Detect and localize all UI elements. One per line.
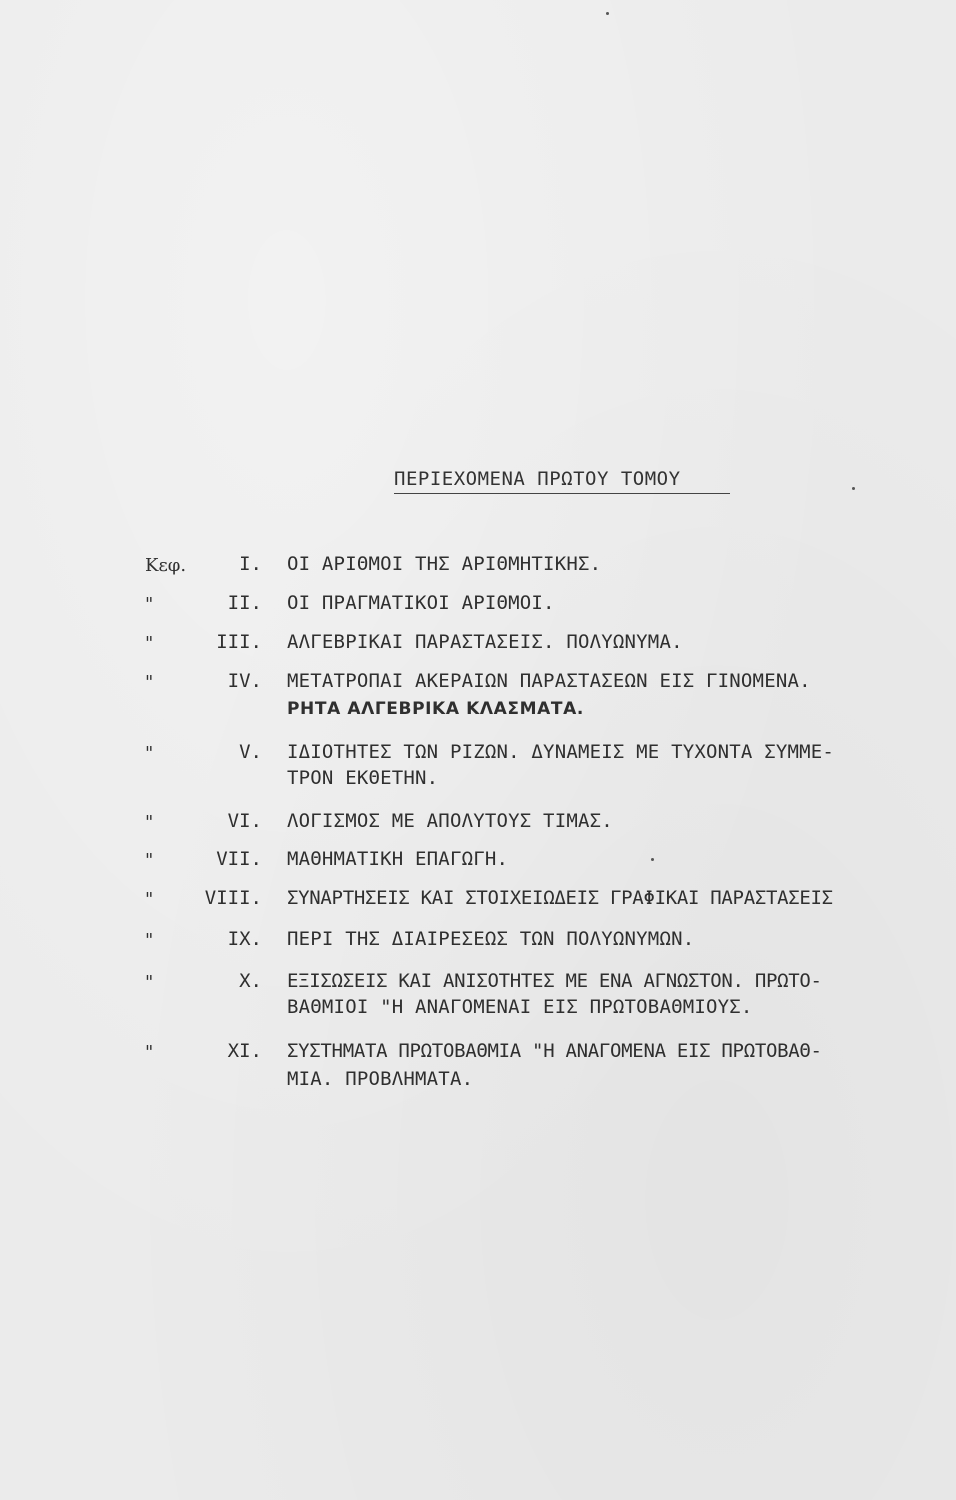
title-underline — [394, 493, 730, 494]
chapter-title-line: ΣΥΝΑΡΤΗΣΕΙΣ ΚΑΙ ΣΤΟΙΧΕΙΩΔΕΙΣ ΓΡΑΦΙΚΑΙ ΠΑΡΑΣΤΑΣΕΙΣ — [287, 887, 833, 909]
chapter-title-line-2: ΜΙΑ. ΠΡΟΒΛΗΜΑΤΑ. — [287, 1068, 474, 1090]
chapter-number: V. — [239, 741, 262, 763]
stray-mark — [852, 487, 855, 490]
ditto-mark: " — [145, 972, 154, 993]
chapter-number: I. — [239, 553, 262, 575]
ditto-mark: " — [145, 594, 154, 615]
ditto-mark: " — [145, 850, 154, 871]
chapter-title-line: ΛΟΓΙΣΜΟΣ ΜΕ ΑΠΟΛΥΤΟΥΣ ΤΙΜΑΣ. — [287, 810, 613, 832]
ditto-mark: " — [145, 672, 154, 693]
ditto-mark: " — [145, 930, 154, 951]
chapter-number: VI. — [227, 810, 262, 832]
page-title: ΠΕΡΙΕΧΟΜΕΝΑ ΠΡΩΤΟΥ ΤΟΜΟΥ — [394, 468, 681, 490]
chapter-title-line: ΣΥΣΤΗΜΑΤΑ ΠΡΩΤΟΒΑΘΜΙΑ "Η ΑΝΑΓΟΜΕΝΑ ΕΙΣ ΠΡΩΤΟΒΑΘ- — [287, 1040, 822, 1062]
chapter-number: IV. — [227, 670, 262, 692]
chapter-number: III. — [216, 631, 262, 653]
chapter-title-line-2: ΡΗΤΑ ΑΛΓΕΒΡΙΚΑ ΚΛΑΣΜΑΤΑ. — [287, 699, 584, 719]
chapter-title-line: ΠΕΡΙ ΤΗΣ ΔΙΑΙΡΕΣΕΩΣ ΤΩΝ ΠΟΛΥΩΝΥΜΩΝ. — [287, 928, 695, 950]
chapter-number: X. — [239, 970, 262, 992]
chapter-title-line: ΟΙ ΑΡΙΘΜΟΙ ΤΗΣ ΑΡΙΘΜΗΤΙΚΗΣ. — [287, 553, 602, 575]
chapter-title-line-2: ΤΡΟΝ ΕΚΘΕΤΗΝ. — [287, 767, 439, 789]
stray-mark — [651, 858, 654, 861]
chapter-number: XI. — [227, 1040, 262, 1062]
chapter-title-line: ΜΕΤΑΤΡΟΠΑΙ ΑΚΕΡΑΙΩΝ ΠΑΡΑΣΤΑΣΕΩΝ ΕΙΣ ΓΙΝΟΜΕΝΑ. — [287, 670, 811, 692]
ditto-mark: " — [145, 633, 154, 654]
ditto-mark: " — [145, 1042, 154, 1063]
chapter-title-line: ΕΞΙΣΩΣΕΙΣ ΚΑΙ ΑΝΙΣΟΤΗΤΕΣ ΜΕ ΕΝΑ ΑΓΝΩΣΤΟΝ. ΠΡΩΤΟ- — [287, 970, 822, 992]
chapter-title-line: ΟΙ ΠΡΑΓΜΑΤΙΚΟΙ ΑΡΙΘΜΟΙ. — [287, 592, 555, 614]
ditto-mark: " — [145, 812, 154, 833]
ditto-mark: " — [145, 743, 154, 764]
chapter-number: II. — [227, 592, 262, 614]
chapter-title-line: ΙΔΙΟΤΗΤΕΣ ΤΩΝ ΡΙΖΩΝ. ΔΥΝΑΜΕΙΣ ΜΕ ΤΥΧΟΝΤΑ ΣΥΜΜΕ- — [287, 741, 835, 763]
chapter-number: VIII. — [204, 887, 262, 909]
chapter-title-line: ΑΛΓΕΒΡΙΚΑΙ ΠΑΡΑΣΤΑΣΕΙΣ. ΠΟΛΥΩΝΥΜΑ. — [287, 631, 683, 653]
ditto-mark: " — [145, 889, 154, 910]
chapter-number: IX. — [227, 928, 262, 950]
chapter-number: VII. — [216, 848, 262, 870]
chapter-title-line-2: ΒΑΘΜΙΟΙ "Η ΑΝΑΓΟΜΕΝΑΙ ΕΙΣ ΠΡΩΤΟΒΑΘΜΙΟΥΣ. — [287, 996, 753, 1018]
chapter-title-line: ΜΑΘΗΜΑΤΙΚΗ ΕΠΑΓΩΓΗ. — [287, 848, 509, 870]
chapter-prefix: Κεφ. — [145, 555, 187, 576]
stray-mark — [606, 12, 609, 15]
